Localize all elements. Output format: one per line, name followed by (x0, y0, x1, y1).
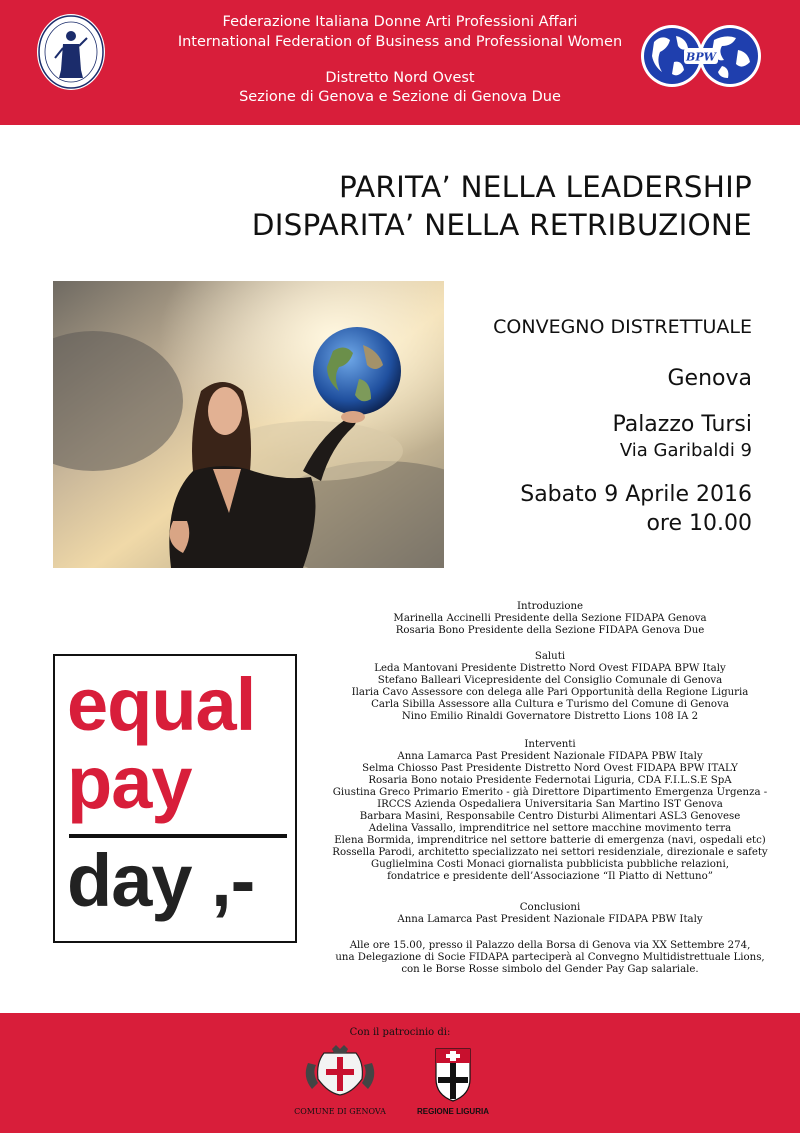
hero-photo-woman-globe (53, 281, 444, 568)
federation-name-en: International Federation of Business and Professional Women (177, 34, 623, 50)
program-saluti (325, 651, 775, 723)
program-line: Leda Mantovani Presidente Distretto Nord Ovest FIDAPA BPW Italy (374, 663, 726, 674)
program-line: Adelina Vassallo, imprenditrice nel settore macchine movimento terra (368, 823, 732, 834)
program-line: fondatrice e presidente dell’Associazione “Il Piatto di Nettuno” (387, 871, 713, 882)
program-line: Selma Chiosso Past Presidente Distretto Nord Ovest FIDAPA BPW ITALY (362, 763, 738, 774)
program-line: Anna Lamarca Past President Nazionale FIDAPA PBW Italy (397, 751, 703, 762)
program-line: Barbara Masini, Responsabile Centro Disturbi Alimentari ASL3 Genovese (359, 811, 741, 822)
bpw-logo (640, 22, 762, 90)
note-line: una Delegazione di Socie FIDAPA parteciperà al Convegno Multidistrettuale Lions, (335, 952, 765, 963)
comune-genova-logo (288, 1043, 392, 1123)
event-time: ore 10.00 (646, 511, 752, 536)
program-conclusioni (325, 902, 775, 926)
federation-name-it: Federazione Italiana Donne Arti Professioni Affari (222, 14, 578, 30)
program-line: Ilaria Cavo Assessore con delega alle Pari Opportunità della Regione Liguria (351, 687, 749, 698)
epd-word-equal: equal (67, 663, 256, 746)
event-venue: Palazzo Tursi (612, 412, 752, 437)
program-line: Marinella Accinelli Presidente della Sezione FIDAPA Genova (393, 613, 707, 624)
section-heading: Conclusioni (519, 902, 581, 913)
section-heading: Saluti (534, 651, 566, 662)
title-line-2: DISPARITA’ NELLA RETRIBUZIONE (251, 208, 752, 242)
program-line: Rossella Parodi, architetto specializzato nei settori residenziale, direzionale e safety (332, 847, 768, 858)
epd-word-pay: pay (67, 741, 192, 824)
district-name: Distretto Nord Ovest (325, 70, 475, 86)
note-line: con le Borse Rosse simbolo del Gender Pay Gap salariale. (401, 964, 699, 975)
program-line: Elena Bormida, imprenditrice nel settore batterie di emergenza (navi, ospedali etc) (334, 835, 766, 846)
program-line: IRCCS Azienda Ospedaliera Universitaria San Martino IST Genova (377, 799, 723, 810)
program-note (325, 940, 775, 976)
program-line: Giustina Greco Primario Emerito - già Direttore Dipartimento Emergenza Urgenza - (332, 787, 768, 798)
equal-pay-day-logo (53, 654, 297, 943)
program-line: Stefano Balleari Vicepresidente del Consiglio Comunale di Genova (377, 675, 723, 686)
note-line: Alle ore 15.00, presso il Palazzo della Borsa di Genova via XX Settembre 274, (349, 940, 751, 951)
event-address: Via Garibaldi 9 (619, 440, 752, 461)
epd-divider (69, 834, 287, 838)
program-line: Rosaria Bono notaio Presidente Federnotai Liguria, CDA F.I.L.S.E SpA (368, 775, 732, 786)
program-line: Rosaria Bono Presidente della Sezione FIDAPA Genova Due (395, 625, 705, 636)
section-name: Sezione di Genova e Sezione di Genova Due (239, 89, 561, 105)
regione-liguria-logo (408, 1043, 498, 1123)
program-interventi (325, 739, 775, 883)
comune-genova-label: COMUNE DI GENOVA (294, 1107, 386, 1116)
bpw-logo-text: BPW (686, 50, 716, 64)
program-line: Carla Sibilla Assessore alla Cultura e Turismo del Comune di Genova (371, 699, 729, 710)
event-city: Genova (667, 366, 752, 391)
epd-word-day: day ,- (67, 839, 255, 922)
header-banner (0, 0, 800, 125)
section-heading: Introduzione (516, 601, 584, 612)
regione-liguria-label: REGIONE LIGURIA (416, 1107, 489, 1116)
program-line: Anna Lamarca Past President Nazionale FIDAPA PBW Italy (397, 914, 703, 925)
program-line: Nino Emilio Rinaldi Governatore Distretto Lions 108 IA 2 (401, 711, 699, 722)
title-line-1: PARITA’ NELLA LEADERSHIP (338, 170, 752, 204)
event-date: Sabato 9 Aprile 2016 (520, 482, 752, 507)
patrocinio-label: Con il patrocinio di: (349, 1027, 451, 1038)
program-line: Guglielmina Costi Monaci giornalista pubblicista pubbliche relazioni, (371, 859, 729, 870)
event-type: CONVEGNO DISTRETTUALE (493, 316, 752, 338)
section-heading: Interventi (524, 739, 576, 750)
program-introduzione (325, 601, 775, 637)
